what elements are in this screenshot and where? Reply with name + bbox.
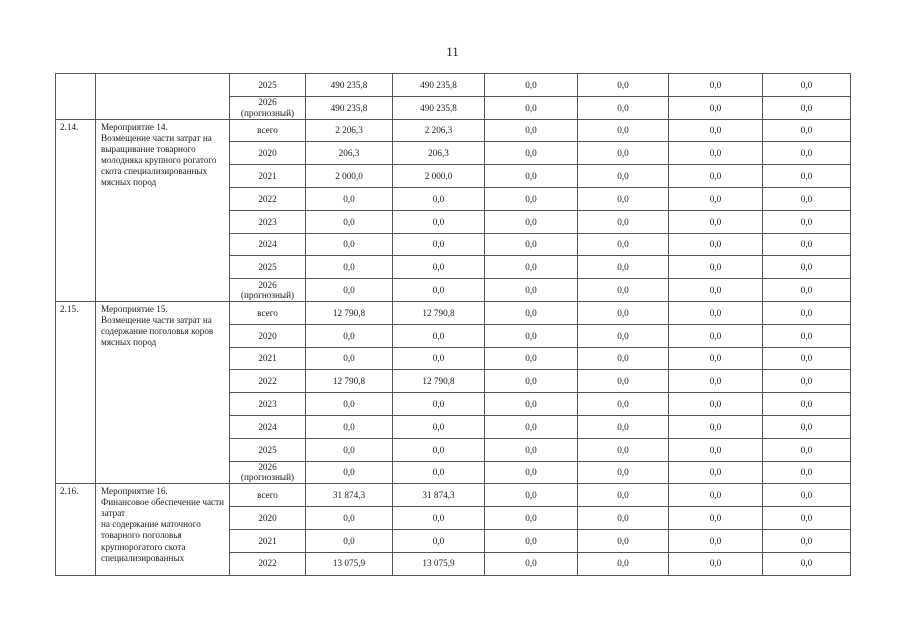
value-cell: 0,0 bbox=[763, 301, 851, 324]
value-cell: 0,0 bbox=[393, 415, 485, 438]
value-cell: 0,0 bbox=[485, 507, 578, 530]
value-cell: 0,0 bbox=[306, 415, 393, 438]
value-cell: 0,0 bbox=[485, 279, 578, 302]
value-cell: 0,0 bbox=[485, 210, 578, 233]
value-cell: 0,0 bbox=[306, 347, 393, 370]
value-cell: 12 790,8 bbox=[306, 301, 393, 324]
value-cell: 0,0 bbox=[763, 347, 851, 370]
value-cell: 0,0 bbox=[485, 415, 578, 438]
value-cell: 0,0 bbox=[485, 484, 578, 507]
year-cell: всего bbox=[230, 484, 306, 507]
value-cell: 0,0 bbox=[578, 370, 669, 393]
value-cell: 13 075,9 bbox=[306, 552, 393, 575]
year-cell: 2020 bbox=[230, 324, 306, 347]
value-cell: 0,0 bbox=[485, 301, 578, 324]
value-cell: 0,0 bbox=[669, 393, 763, 416]
value-cell: 0,0 bbox=[578, 552, 669, 575]
value-cell: 0,0 bbox=[578, 279, 669, 302]
year-cell: 2026 (прогнозный) bbox=[230, 461, 306, 484]
year-cell: 2021 bbox=[230, 165, 306, 188]
value-cell: 13 075,9 bbox=[393, 552, 485, 575]
value-cell: 2 000,0 bbox=[306, 165, 393, 188]
value-cell: 0,0 bbox=[763, 279, 851, 302]
value-cell: 490 235,8 bbox=[306, 74, 393, 97]
table-row bbox=[56, 484, 851, 507]
value-cell: 0,0 bbox=[306, 187, 393, 210]
year-cell: 2026 (прогнозный) bbox=[230, 279, 306, 302]
value-cell: 0,0 bbox=[393, 279, 485, 302]
value-cell: 0,0 bbox=[669, 552, 763, 575]
value-cell: 0,0 bbox=[578, 119, 669, 142]
table-row bbox=[56, 74, 851, 97]
year-cell: 2024 bbox=[230, 233, 306, 256]
item-number-cell: 2.14. bbox=[56, 119, 96, 301]
value-cell: 0,0 bbox=[306, 438, 393, 461]
year-cell: 2020 bbox=[230, 507, 306, 530]
item-number-cell: 2.16. bbox=[56, 484, 96, 575]
value-cell: 0,0 bbox=[763, 484, 851, 507]
value-cell: 0,0 bbox=[578, 324, 669, 347]
value-cell: 0,0 bbox=[306, 324, 393, 347]
value-cell: 0,0 bbox=[669, 96, 763, 119]
value-cell: 0,0 bbox=[578, 347, 669, 370]
value-cell: 0,0 bbox=[393, 233, 485, 256]
value-cell: 0,0 bbox=[763, 415, 851, 438]
value-cell: 2 206,3 bbox=[306, 119, 393, 142]
value-cell: 0,0 bbox=[669, 210, 763, 233]
value-cell: 0,0 bbox=[578, 187, 669, 210]
value-cell: 0,0 bbox=[485, 347, 578, 370]
value-cell: 2 206,3 bbox=[393, 119, 485, 142]
value-cell: 12 790,8 bbox=[306, 370, 393, 393]
value-cell: 0,0 bbox=[669, 74, 763, 97]
value-cell: 0,0 bbox=[763, 529, 851, 552]
value-cell: 0,0 bbox=[578, 461, 669, 484]
value-cell: 0,0 bbox=[763, 233, 851, 256]
value-cell: 0,0 bbox=[669, 484, 763, 507]
value-cell: 0,0 bbox=[578, 233, 669, 256]
value-cell: 0,0 bbox=[393, 324, 485, 347]
value-cell: 0,0 bbox=[669, 165, 763, 188]
value-cell: 490 235,8 bbox=[393, 96, 485, 119]
year-cell: 2023 bbox=[230, 393, 306, 416]
value-cell: 0,0 bbox=[763, 256, 851, 279]
value-cell: 0,0 bbox=[485, 370, 578, 393]
year-cell: 2021 bbox=[230, 529, 306, 552]
item-name-cell bbox=[96, 74, 230, 120]
value-cell: 0,0 bbox=[763, 393, 851, 416]
value-cell: 0,0 bbox=[485, 187, 578, 210]
value-cell: 0,0 bbox=[578, 96, 669, 119]
value-cell: 0,0 bbox=[306, 210, 393, 233]
value-cell: 0,0 bbox=[578, 507, 669, 530]
year-cell: 2025 bbox=[230, 438, 306, 461]
year-cell: 2025 bbox=[230, 74, 306, 97]
year-cell: 2023 bbox=[230, 210, 306, 233]
value-cell: 0,0 bbox=[669, 438, 763, 461]
value-cell: 0,0 bbox=[306, 461, 393, 484]
table-row bbox=[56, 301, 851, 324]
value-cell: 0,0 bbox=[306, 279, 393, 302]
value-cell: 0,0 bbox=[485, 142, 578, 165]
value-cell: 0,0 bbox=[485, 438, 578, 461]
value-cell: 31 874,3 bbox=[306, 484, 393, 507]
value-cell: 0,0 bbox=[485, 119, 578, 142]
value-cell: 31 874,3 bbox=[393, 484, 485, 507]
value-cell: 0,0 bbox=[485, 324, 578, 347]
value-cell: 0,0 bbox=[763, 165, 851, 188]
year-cell: 2022 bbox=[230, 370, 306, 393]
value-cell: 0,0 bbox=[578, 165, 669, 188]
value-cell: 0,0 bbox=[578, 393, 669, 416]
value-cell: 0,0 bbox=[393, 187, 485, 210]
value-cell: 0,0 bbox=[393, 461, 485, 484]
item-number-cell bbox=[56, 74, 96, 120]
table-row bbox=[56, 119, 851, 142]
value-cell: 0,0 bbox=[763, 461, 851, 484]
value-cell: 0,0 bbox=[763, 119, 851, 142]
year-cell: 2026 (прогнозный) bbox=[230, 96, 306, 119]
value-cell: 0,0 bbox=[669, 529, 763, 552]
value-cell: 0,0 bbox=[763, 438, 851, 461]
value-cell: 0,0 bbox=[485, 233, 578, 256]
value-cell: 0,0 bbox=[578, 301, 669, 324]
value-cell: 0,0 bbox=[669, 324, 763, 347]
value-cell: 490 235,8 bbox=[393, 74, 485, 97]
value-cell: 0,0 bbox=[578, 210, 669, 233]
year-cell: 2020 bbox=[230, 142, 306, 165]
value-cell: 206,3 bbox=[393, 142, 485, 165]
value-cell: 0,0 bbox=[393, 507, 485, 530]
value-cell: 0,0 bbox=[393, 529, 485, 552]
value-cell: 0,0 bbox=[393, 256, 485, 279]
value-cell: 0,0 bbox=[763, 96, 851, 119]
value-cell: 0,0 bbox=[393, 393, 485, 416]
value-cell: 0,0 bbox=[485, 461, 578, 484]
value-cell: 0,0 bbox=[763, 552, 851, 575]
item-name-cell: Мероприятие 14. Возмещение части затрат на выращивание товарного молодняка крупного рогатого скота специализированных мясных пород bbox=[96, 119, 230, 301]
value-cell: 0,0 bbox=[393, 210, 485, 233]
value-cell: 0,0 bbox=[763, 210, 851, 233]
value-cell: 0,0 bbox=[669, 187, 763, 210]
value-cell: 0,0 bbox=[763, 74, 851, 97]
value-cell: 0,0 bbox=[306, 256, 393, 279]
value-cell: 0,0 bbox=[485, 74, 578, 97]
year-cell: 2024 bbox=[230, 415, 306, 438]
year-cell: 2022 bbox=[230, 187, 306, 210]
value-cell: 0,0 bbox=[306, 233, 393, 256]
value-cell: 0,0 bbox=[485, 165, 578, 188]
value-cell: 206,3 bbox=[306, 142, 393, 165]
value-cell: 0,0 bbox=[578, 415, 669, 438]
value-cell: 0,0 bbox=[669, 507, 763, 530]
item-name-cell: Мероприятие 15. Возмещение части затрат на содержание поголовья коров мясных пород bbox=[96, 301, 230, 483]
value-cell: 0,0 bbox=[763, 142, 851, 165]
value-cell: 0,0 bbox=[393, 347, 485, 370]
value-cell: 490 235,8 bbox=[306, 96, 393, 119]
value-cell: 2 000,0 bbox=[393, 165, 485, 188]
year-cell: 2022 bbox=[230, 552, 306, 575]
value-cell: 0,0 bbox=[763, 370, 851, 393]
year-cell: всего bbox=[230, 301, 306, 324]
value-cell: 0,0 bbox=[485, 552, 578, 575]
budget-table bbox=[55, 73, 851, 576]
value-cell: 0,0 bbox=[763, 507, 851, 530]
value-cell: 0,0 bbox=[306, 507, 393, 530]
table-body bbox=[56, 74, 851, 576]
item-name-cell: Мероприятие 16. Финансовое обеспечение части затрат на содержание маточного товарного поголовья крупнорогатого скота специализированных bbox=[96, 484, 230, 575]
page-number: 11 bbox=[446, 44, 459, 59]
value-cell: 0,0 bbox=[669, 119, 763, 142]
value-cell: 0,0 bbox=[306, 393, 393, 416]
value-cell: 0,0 bbox=[578, 142, 669, 165]
value-cell: 0,0 bbox=[669, 279, 763, 302]
year-cell: 2025 bbox=[230, 256, 306, 279]
value-cell: 0,0 bbox=[485, 529, 578, 552]
value-cell: 0,0 bbox=[669, 370, 763, 393]
value-cell: 0,0 bbox=[669, 461, 763, 484]
value-cell: 0,0 bbox=[578, 529, 669, 552]
value-cell: 0,0 bbox=[669, 142, 763, 165]
value-cell: 0,0 bbox=[578, 74, 669, 97]
value-cell: 12 790,8 bbox=[393, 301, 485, 324]
value-cell: 0,0 bbox=[669, 347, 763, 370]
value-cell: 0,0 bbox=[763, 324, 851, 347]
value-cell: 0,0 bbox=[485, 96, 578, 119]
year-cell: всего bbox=[230, 119, 306, 142]
value-cell: 0,0 bbox=[306, 529, 393, 552]
item-number-cell: 2.15. bbox=[56, 301, 96, 483]
value-cell: 0,0 bbox=[393, 438, 485, 461]
value-cell: 0,0 bbox=[669, 415, 763, 438]
value-cell: 0,0 bbox=[578, 438, 669, 461]
value-cell: 0,0 bbox=[485, 393, 578, 416]
value-cell: 0,0 bbox=[669, 301, 763, 324]
value-cell: 0,0 bbox=[578, 484, 669, 507]
value-cell: 0,0 bbox=[485, 256, 578, 279]
year-cell: 2021 bbox=[230, 347, 306, 370]
value-cell: 0,0 bbox=[669, 256, 763, 279]
value-cell: 0,0 bbox=[578, 256, 669, 279]
value-cell: 0,0 bbox=[763, 187, 851, 210]
value-cell: 0,0 bbox=[669, 233, 763, 256]
value-cell: 12 790,8 bbox=[393, 370, 485, 393]
